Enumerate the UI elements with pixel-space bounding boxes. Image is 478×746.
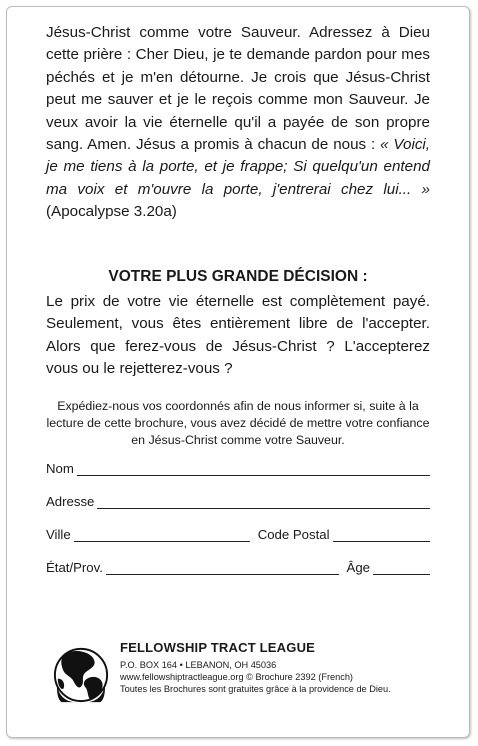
city-label: Ville (46, 527, 71, 542)
state-field[interactable] (106, 559, 339, 575)
age-label: Âge (346, 560, 370, 575)
postal-code-field[interactable] (333, 526, 430, 542)
org-name: FELLOWSHIP TRACT LEAGUE (120, 640, 316, 655)
city-row (46, 522, 430, 542)
address-field[interactable] (97, 493, 430, 509)
org-free-note: Toutes les Brochures sont gratuites grâce à la providence de Dieu. (120, 684, 391, 694)
decision-heading: VOTRE PLUS GRANDE DÉCISION : (108, 268, 368, 285)
city-field[interactable] (74, 526, 250, 542)
address-label: Adresse (46, 494, 95, 509)
name-row (46, 456, 430, 476)
name-field[interactable] (77, 460, 430, 476)
form-instructions: Expédiez-nous vos coordonnés afin de nous informer si, suite à la lecture de cette brochure, vous avez décidé de mettre votre confiance en Jésus-Christ comme votre Sauveur. (46, 399, 430, 447)
address-row (46, 489, 430, 509)
bible-reference: (Apocalypse 3.20a) (46, 203, 177, 221)
org-website: www.fellowshiptractleague.org © Brochure 2392 (French) (120, 672, 353, 682)
org-address: P.O. BOX 164 • LEBANON, OH 45036 (120, 660, 277, 670)
prayer-text: Jésus-Christ comme votre Sauveur. Adressez à Dieu cette prière : Cher Dieu, je te demande pardon pour mes péchés et je m'en détourne. Je crois que Jésus-Christ peut me sauver et je le reçois comme mon Sauveur. Je veux avoir la vie éternelle qu'il a payée de son propre sang. Amen. Jésus a promis à chacun de nous : (46, 24, 430, 154)
age-field[interactable] (373, 559, 430, 575)
postal-code-label: Code Postal (257, 527, 330, 542)
globe-icon (52, 646, 110, 704)
state-row (46, 555, 430, 575)
state-label: État/Prov. (46, 560, 103, 575)
org-block (120, 640, 391, 695)
name-label: Nom (46, 461, 74, 476)
bible-quote: « Voici, je me tiens à la porte, et je frappe; Si quelqu'un entend ma voix et m'ouvre la porte, j'entrerai chez lui... » (46, 136, 431, 198)
decision-paragraph: Le prix de votre vie éternelle est complètement payé. Seulement, vous êtes entièrement libre de l'accepter. Alors que ferez-vous de Jésus-Christ ? L'accepterez vous ou le rejetterez-vous ? (46, 293, 430, 378)
prayer-paragraph (46, 22, 430, 224)
